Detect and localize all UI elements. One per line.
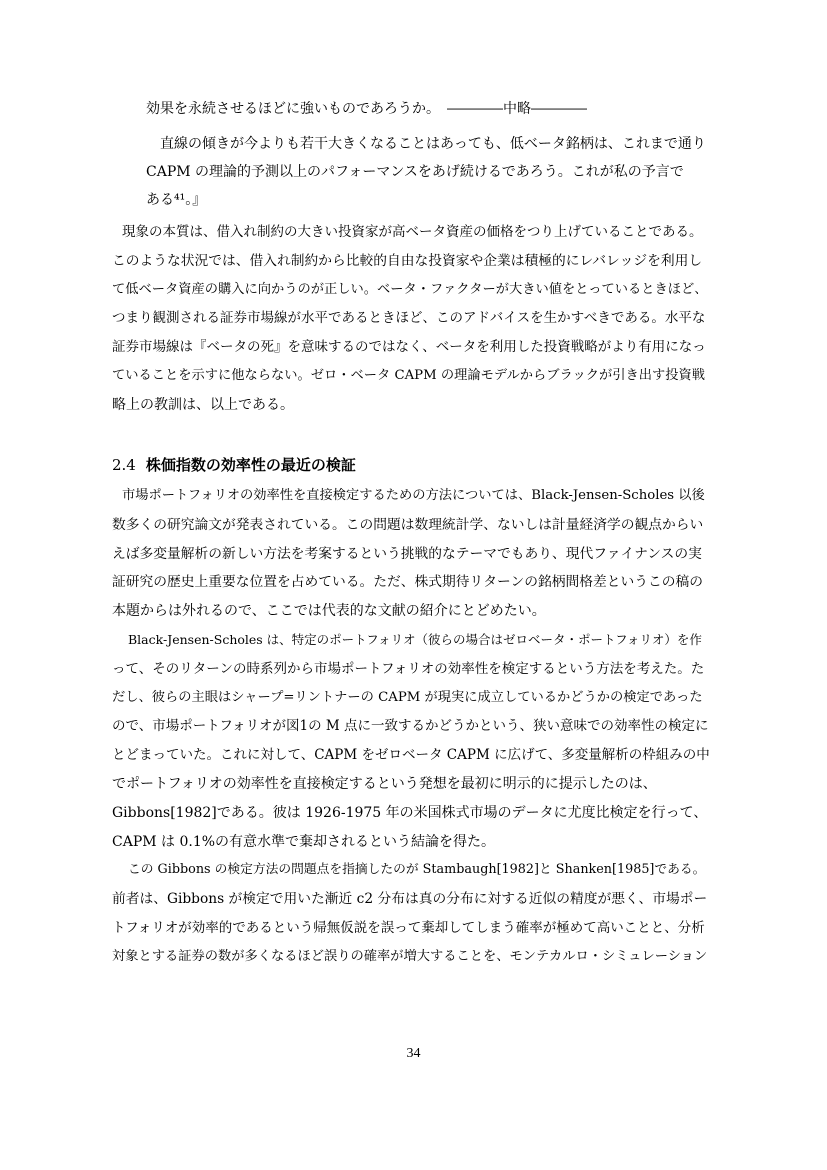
- body-text-line: 証券市場線は『ベータの死』を意味するのではなく、ベータを利用した投資戦略がより有用になっ: [112, 339, 706, 355]
- body-text-line: トフォリオが効率的であるという帰無仮説を誤って棄却してしまう確率が極めて高いことと、分析: [112, 920, 705, 936]
- body-text-line: ていることを示すに他ならない。ゼロ・ベータ CAPM の理論モデルからブラックが引き出す投資戦: [112, 368, 705, 383]
- page-number: 34: [406, 1046, 421, 1061]
- section-heading: [112, 454, 356, 476]
- body-text-line: Black-Jensen-Scholes は、特定のポートフォリオ（彼らの場合はゼロベータ・ポートフォリオ）を作: [128, 632, 702, 647]
- quote-line: ある⁴¹。』: [146, 192, 207, 208]
- body-text-line: 本題からは外れるので、ここでは代表的な文献の紹介にとどめたい。: [112, 603, 546, 619]
- body-text-line: 数多くの研究論文が発表されている。この問題は数理統計学、ないしは計量経済学の観点からい: [112, 517, 704, 533]
- body-text-line: Gibbons[1982]である。彼は 1926-1975 年の米国株式市場のデータに尤度比検定を行って、: [112, 805, 708, 821]
- body-text-line: って、そのリターンの時系列から市場ポートフォリオの効率性を検定するという方法を考えた。た: [112, 661, 705, 677]
- body-text-line: 市場ポートフォリオの効率性を直接検定するための方法については、Black-Jensen-Scholes 以後: [122, 488, 705, 503]
- body-text-line: このような状況では、借入れ制約から比較的自由な投資家や企業は積極的にレバレッジを利用し: [112, 253, 703, 269]
- body-text-line: ので、市場ポートフォリオが図1の M 点に一致するかどうかという、狭い意味での効率性の検定に: [112, 718, 709, 734]
- body-text-line: つまり観測される証券市場線が水平であるときほど、このアドバイスを生かすべきである。水平な: [112, 310, 706, 326]
- body-text-line: この Gibbons の検定方法の問題点を指摘したのが Stambaugh[1982]と Shanken[1985]である。: [128, 862, 706, 877]
- section-number: 2.4: [112, 456, 136, 474]
- quote-line: 効果を永続させるほどに強いものであろうか。 ――――中略――――: [146, 101, 587, 117]
- body-text-line: て低ベータ資産の購入に向かうのが正しい。ベータ・ファクターが大きい値をとっているときほど、: [112, 282, 708, 297]
- body-text-line: 対象とする証券の数が多くなるほど誤りの確率が増大することを、モンテカルロ・シミュレーション: [112, 949, 708, 964]
- section-title: 株価指数の効率性の最近の検証: [145, 456, 356, 474]
- quote-line: 直線の傾きが今よりも若干大きくなることはあっても、低ベータ銘柄は、これまで通り: [160, 136, 706, 152]
- body-text-line: でポートフォリオの効率性を直接検定するという発想を最初に明示的に提示したのは、: [112, 776, 657, 792]
- quote-line: CAPM の理論的予測以上のパフォーマンスをあげ続けるであろう。これが私の予言で: [146, 164, 684, 180]
- body-text-line: 略上の教訓は、以上である。: [112, 397, 294, 413]
- body-text-line: 前者は、Gibbons が検定で用いた漸近 c2 分布は真の分布に対する近似の精度が悪く、市場ポー: [112, 891, 708, 907]
- body-text-line: CAPM は 0.1%の有意水準で棄却されるという結論を得た。: [112, 834, 496, 850]
- body-text-line: えば多変量解析の新しい方法を考案するという挑戦的なテーマでもあり、現代ファイナンスの実: [112, 546, 702, 562]
- body-text-line: だし、彼らの主眼はシャープ=リントナーの CAPM が現実に成立しているかどうかの検定であった: [112, 690, 703, 705]
- body-text-line: 現象の本質は、借入れ制約の大きい投資家が高ベータ資産の価格をつり上げていることである。: [122, 224, 703, 240]
- body-text-line: 証研究の歴史上重要な位置を占めている。ただ、株式期待リターンの銘柄間格差というこの稿の: [112, 574, 703, 590]
- body-text-line: とどまっていた。これに対して、CAPM をゼロベータ CAPM に広げて、多変量解析の枠組みの中: [112, 747, 710, 763]
